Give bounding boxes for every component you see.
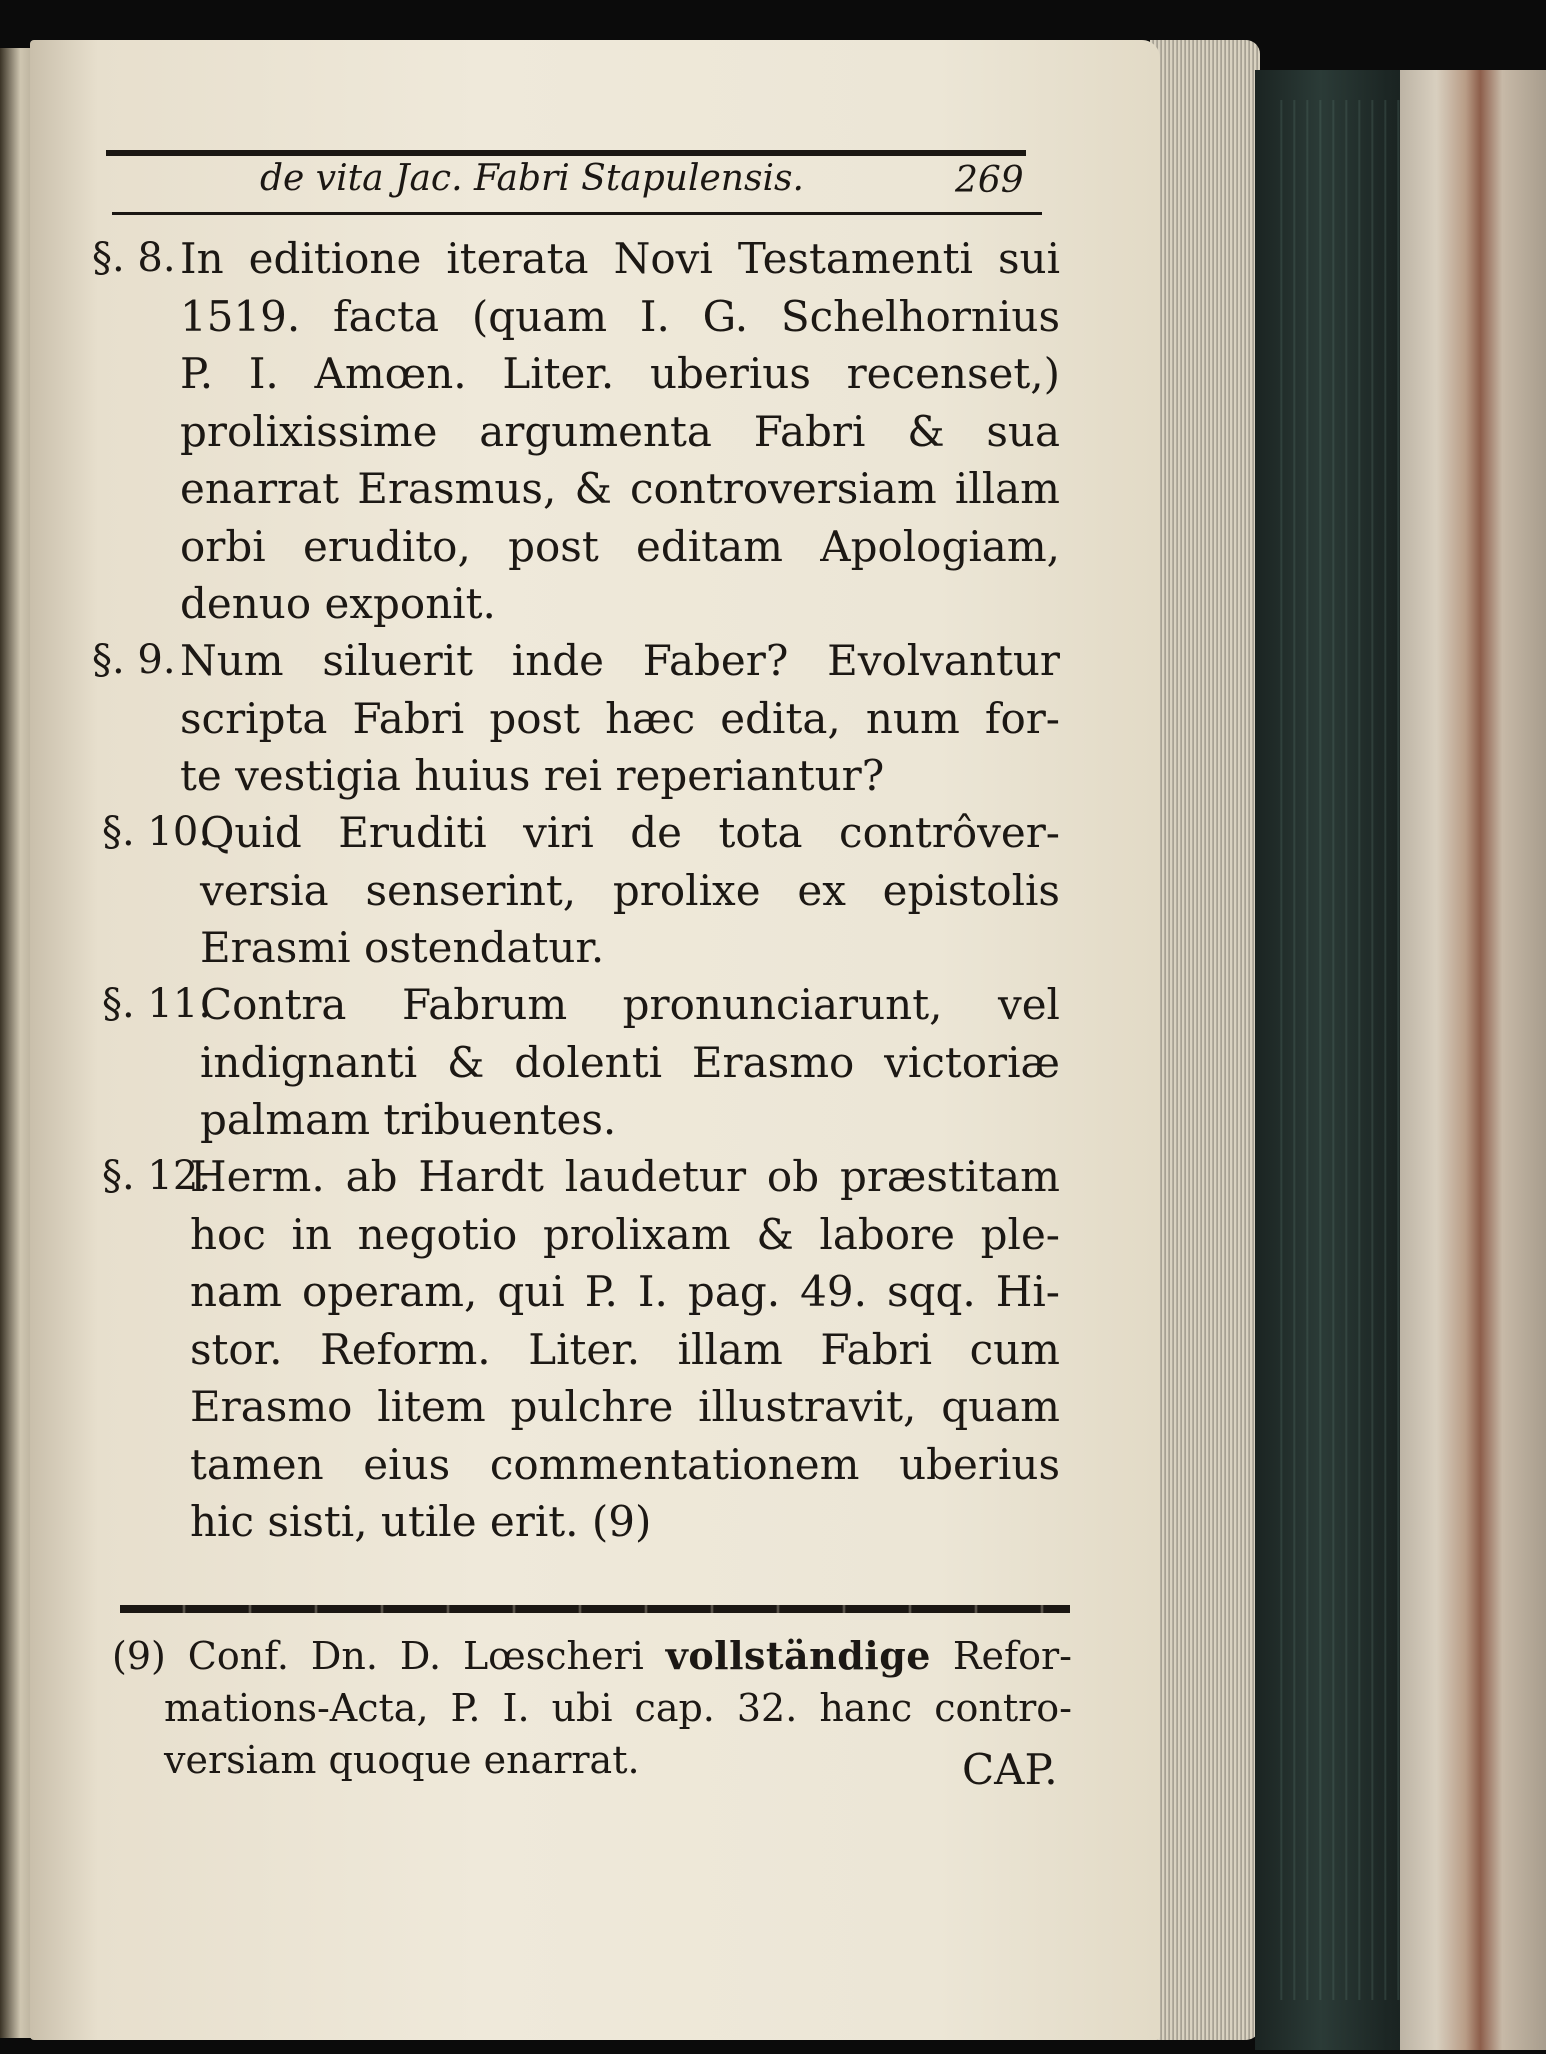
text-line: indignanti & dolenti Erasmo victoriæ <box>200 1037 1060 1087</box>
footnote-line: versiam quoque enarrat. <box>164 1738 640 1782</box>
text-line: versia senserint, prolixe ex epistolis <box>200 865 1060 915</box>
text-line: enarrat Erasmus, & controversiam illam <box>180 464 1060 513</box>
paragraph-11 <box>102 976 1060 1148</box>
text-line: nam operam, qui P. I. pag. 49. sqq. Hi- <box>190 1267 1060 1316</box>
footnote-rule <box>120 1605 1070 1613</box>
paragraph-number: §. 12. <box>102 1153 212 1199</box>
paragraph-9 <box>92 632 1060 804</box>
footnote-fraktur-word: vollständige <box>665 1633 931 1678</box>
footnote-marker: (9) <box>112 1634 166 1678</box>
footnote-text: Conf. Dn. D. Lœscheri <box>187 1634 644 1678</box>
paragraph-10 <box>102 804 1060 976</box>
footnote <box>112 1630 1072 1786</box>
page-number: 269 <box>955 160 1024 201</box>
text-line: prolixissime argumenta Fabri & sua <box>180 406 1060 456</box>
text-line: Quid Eruditi viri de tota contrôver- <box>200 808 1060 857</box>
page-edges <box>1150 40 1260 2040</box>
paragraph-number: §. 8. <box>92 235 176 281</box>
text-line: palmam tribuentes. <box>200 1095 617 1144</box>
text-line: Erasmo litem pulchre illustravit, quam <box>190 1382 1060 1431</box>
text-line: P. I. Amœn. Liter. uberius recenset,) <box>180 349 1060 398</box>
text-line: te vestigia huius rei reperiantur? <box>180 751 885 800</box>
paragraph-number: §. 10. <box>102 809 212 855</box>
text-line: orbi erudito, post editam Apologiam, <box>180 521 1060 571</box>
header-rule-lower <box>112 212 1042 215</box>
book-fore-edge <box>1400 70 1546 2050</box>
paragraph-number: §. 9. <box>92 637 176 683</box>
running-head: de vita Jac. Fabri Stapulensis. <box>260 158 804 199</box>
text-line: In editione iterata Novi Testamenti sui <box>180 234 1060 283</box>
paragraph-number: §. 11. <box>102 981 212 1027</box>
paragraph-8 <box>92 230 1060 632</box>
catchword: CAP. <box>962 1745 1058 1794</box>
header-rule <box>106 150 1026 156</box>
text-line: denuo exponit. <box>180 579 496 628</box>
footnote-line <box>112 1630 1072 1682</box>
body-text <box>92 230 1060 1550</box>
text-line: Herm. ab Hardt laudetur ob præstitam <box>190 1152 1060 1201</box>
text-line: hoc in negotio prolixam & labore ple- <box>190 1209 1060 1259</box>
text-line: scripta Fabri post hæc edita, num for- <box>180 693 1060 743</box>
footnote-text: Refor- <box>952 1634 1072 1678</box>
footnote-line: mations-Acta, P. I. ubi cap. 32. hanc contro- <box>164 1686 1072 1730</box>
facing-page-edge <box>0 48 34 2038</box>
text-line: 1519. facta (quam I. G. Schelhornius <box>180 291 1060 341</box>
paragraph-12 <box>102 1148 1060 1550</box>
text-line: stor. Reform. Liter. illam Fabri cum <box>190 1324 1060 1374</box>
text-line: Num siluerit inde Faber? Evolvantur <box>180 636 1060 685</box>
text-line: Contra Fabrum pronunciarunt, vel <box>200 980 1060 1029</box>
text-line: hic sisti, utile erit. (9) <box>190 1497 652 1546</box>
text-line: Erasmi ostendatur. <box>200 923 605 972</box>
text-line: tamen eius commentationem uberius <box>190 1439 1060 1489</box>
